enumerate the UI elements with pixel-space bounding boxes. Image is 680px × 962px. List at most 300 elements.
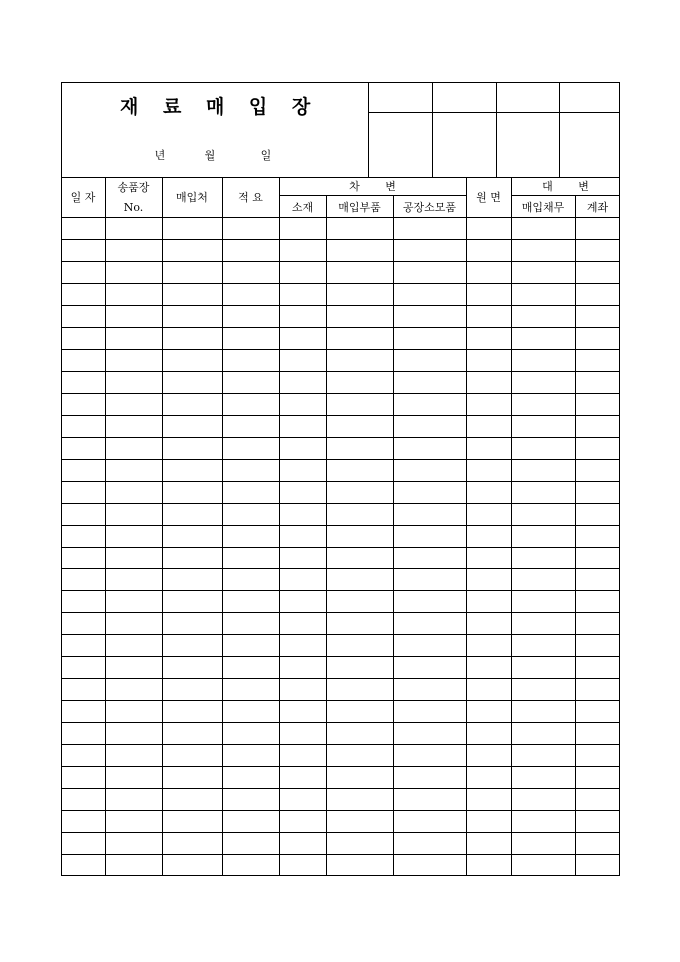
- table-cell[interactable]: [576, 350, 620, 371]
- table-cell[interactable]: [576, 306, 620, 327]
- table-cell[interactable]: [223, 328, 279, 349]
- table-cell[interactable]: [163, 613, 222, 634]
- table-cell[interactable]: [512, 394, 575, 415]
- table-cell[interactable]: [394, 569, 466, 590]
- table-cell[interactable]: [394, 482, 466, 503]
- table-cell[interactable]: [512, 416, 575, 437]
- table-cell[interactable]: [394, 262, 466, 283]
- approval-box[interactable]: [369, 113, 432, 177]
- table-cell[interactable]: [223, 218, 279, 239]
- table-cell[interactable]: [327, 723, 393, 744]
- table-cell[interactable]: [327, 745, 393, 766]
- table-cell[interactable]: [576, 416, 620, 437]
- table-cell[interactable]: [280, 526, 326, 547]
- table-cell[interactable]: [467, 591, 511, 612]
- table-cell[interactable]: [467, 657, 511, 678]
- table-cell[interactable]: [163, 811, 222, 832]
- table-cell[interactable]: [576, 811, 620, 832]
- table-cell[interactable]: [467, 723, 511, 744]
- table-cell[interactable]: [467, 460, 511, 481]
- table-cell[interactable]: [163, 372, 222, 393]
- table-cell[interactable]: [280, 613, 326, 634]
- table-cell[interactable]: [467, 679, 511, 700]
- table-cell[interactable]: [394, 306, 466, 327]
- table-cell[interactable]: [512, 306, 575, 327]
- table-cell[interactable]: [576, 284, 620, 305]
- table-cell[interactable]: [280, 548, 326, 569]
- table-cell[interactable]: [327, 240, 393, 261]
- table-cell[interactable]: [106, 745, 162, 766]
- table-cell[interactable]: [163, 218, 222, 239]
- table-cell[interactable]: [223, 635, 279, 656]
- table-cell[interactable]: [512, 504, 575, 525]
- table-cell[interactable]: [223, 657, 279, 678]
- table-cell[interactable]: [394, 372, 466, 393]
- table-cell[interactable]: [223, 833, 279, 854]
- table-cell[interactable]: [394, 833, 466, 854]
- table-cell[interactable]: [467, 526, 511, 547]
- table-cell[interactable]: [163, 240, 222, 261]
- table-cell[interactable]: [62, 613, 105, 634]
- table-cell[interactable]: [394, 284, 466, 305]
- table-cell[interactable]: [512, 372, 575, 393]
- table-cell[interactable]: [223, 526, 279, 547]
- table-cell[interactable]: [576, 657, 620, 678]
- table-cell[interactable]: [163, 569, 222, 590]
- table-cell[interactable]: [163, 657, 222, 678]
- table-cell[interactable]: [106, 240, 162, 261]
- table-cell[interactable]: [394, 240, 466, 261]
- table-cell[interactable]: [576, 262, 620, 283]
- table-cell[interactable]: [394, 504, 466, 525]
- table-cell[interactable]: [106, 657, 162, 678]
- table-cell[interactable]: [163, 438, 222, 459]
- table-cell[interactable]: [467, 811, 511, 832]
- table-cell[interactable]: [163, 262, 222, 283]
- table-cell[interactable]: [106, 482, 162, 503]
- table-cell[interactable]: [62, 328, 105, 349]
- table-cell[interactable]: [394, 789, 466, 810]
- table-cell[interactable]: [106, 328, 162, 349]
- table-cell[interactable]: [394, 657, 466, 678]
- table-cell[interactable]: [467, 701, 511, 722]
- table-cell[interactable]: [163, 526, 222, 547]
- table-cell[interactable]: [106, 767, 162, 788]
- table-cell[interactable]: [280, 679, 326, 700]
- table-cell[interactable]: [280, 438, 326, 459]
- table-cell[interactable]: [327, 635, 393, 656]
- table-cell[interactable]: [163, 679, 222, 700]
- table-cell[interactable]: [163, 855, 222, 876]
- table-cell[interactable]: [223, 745, 279, 766]
- table-cell[interactable]: [512, 328, 575, 349]
- table-cell[interactable]: [163, 591, 222, 612]
- approval-box[interactable]: [433, 113, 496, 177]
- table-cell[interactable]: [467, 833, 511, 854]
- table-cell[interactable]: [394, 350, 466, 371]
- table-cell[interactable]: [280, 723, 326, 744]
- table-cell[interactable]: [223, 701, 279, 722]
- table-cell[interactable]: [467, 745, 511, 766]
- table-cell[interactable]: [163, 635, 222, 656]
- table-cell[interactable]: [467, 635, 511, 656]
- table-cell[interactable]: [327, 328, 393, 349]
- table-cell[interactable]: [512, 789, 575, 810]
- table-cell[interactable]: [62, 723, 105, 744]
- table-cell[interactable]: [106, 504, 162, 525]
- table-cell[interactable]: [467, 240, 511, 261]
- table-cell[interactable]: [223, 591, 279, 612]
- table-cell[interactable]: [512, 350, 575, 371]
- table-cell[interactable]: [62, 635, 105, 656]
- table-cell[interactable]: [163, 350, 222, 371]
- table-cell[interactable]: [163, 833, 222, 854]
- table-cell[interactable]: [223, 811, 279, 832]
- table-cell[interactable]: [394, 635, 466, 656]
- table-cell[interactable]: [327, 855, 393, 876]
- table-cell[interactable]: [512, 811, 575, 832]
- table-cell[interactable]: [576, 526, 620, 547]
- table-cell[interactable]: [512, 701, 575, 722]
- table-cell[interactable]: [576, 460, 620, 481]
- table-cell[interactable]: [223, 482, 279, 503]
- table-cell[interactable]: [394, 679, 466, 700]
- table-cell[interactable]: [62, 284, 105, 305]
- table-cell[interactable]: [223, 350, 279, 371]
- table-cell[interactable]: [163, 789, 222, 810]
- table-cell[interactable]: [163, 416, 222, 437]
- table-cell[interactable]: [62, 416, 105, 437]
- table-cell[interactable]: [576, 679, 620, 700]
- table-cell[interactable]: [106, 679, 162, 700]
- table-cell[interactable]: [394, 701, 466, 722]
- table-cell[interactable]: [62, 789, 105, 810]
- table-cell[interactable]: [327, 438, 393, 459]
- table-cell[interactable]: [280, 482, 326, 503]
- table-cell[interactable]: [576, 372, 620, 393]
- table-cell[interactable]: [327, 394, 393, 415]
- table-cell[interactable]: [327, 218, 393, 239]
- table-cell[interactable]: [394, 394, 466, 415]
- table-cell[interactable]: [62, 548, 105, 569]
- table-cell[interactable]: [327, 416, 393, 437]
- table-cell[interactable]: [467, 306, 511, 327]
- table-cell[interactable]: [280, 701, 326, 722]
- table-cell[interactable]: [280, 240, 326, 261]
- table-cell[interactable]: [576, 504, 620, 525]
- table-cell[interactable]: [280, 372, 326, 393]
- table-cell[interactable]: [280, 767, 326, 788]
- table-cell[interactable]: [62, 482, 105, 503]
- table-cell[interactable]: [576, 701, 620, 722]
- table-cell[interactable]: [467, 504, 511, 525]
- table-cell[interactable]: [62, 811, 105, 832]
- table-cell[interactable]: [280, 569, 326, 590]
- table-cell[interactable]: [280, 635, 326, 656]
- table-cell[interactable]: [280, 218, 326, 239]
- table-cell[interactable]: [223, 613, 279, 634]
- table-cell[interactable]: [106, 855, 162, 876]
- table-cell[interactable]: [467, 613, 511, 634]
- table-cell[interactable]: [512, 438, 575, 459]
- table-cell[interactable]: [163, 723, 222, 744]
- table-cell[interactable]: [280, 504, 326, 525]
- table-cell[interactable]: [467, 416, 511, 437]
- table-cell[interactable]: [223, 679, 279, 700]
- table-cell[interactable]: [327, 657, 393, 678]
- table-cell[interactable]: [163, 482, 222, 503]
- table-cell[interactable]: [62, 350, 105, 371]
- table-cell[interactable]: [394, 460, 466, 481]
- table-cell[interactable]: [327, 548, 393, 569]
- table-cell[interactable]: [62, 745, 105, 766]
- table-cell[interactable]: [327, 701, 393, 722]
- table-cell[interactable]: [394, 416, 466, 437]
- table-cell[interactable]: [576, 394, 620, 415]
- table-cell[interactable]: [280, 855, 326, 876]
- table-cell[interactable]: [106, 569, 162, 590]
- table-cell[interactable]: [163, 701, 222, 722]
- table-cell[interactable]: [223, 789, 279, 810]
- table-cell[interactable]: [223, 767, 279, 788]
- table-cell[interactable]: [106, 372, 162, 393]
- table-cell[interactable]: [223, 569, 279, 590]
- table-cell[interactable]: [327, 613, 393, 634]
- table-cell[interactable]: [280, 328, 326, 349]
- table-cell[interactable]: [280, 306, 326, 327]
- table-cell[interactable]: [394, 745, 466, 766]
- table-cell[interactable]: [394, 438, 466, 459]
- table-cell[interactable]: [163, 306, 222, 327]
- table-cell[interactable]: [394, 328, 466, 349]
- table-cell[interactable]: [280, 460, 326, 481]
- table-cell[interactable]: [106, 635, 162, 656]
- table-cell[interactable]: [280, 745, 326, 766]
- table-cell[interactable]: [327, 811, 393, 832]
- table-cell[interactable]: [62, 438, 105, 459]
- table-cell[interactable]: [512, 657, 575, 678]
- table-cell[interactable]: [467, 438, 511, 459]
- table-cell[interactable]: [62, 701, 105, 722]
- table-cell[interactable]: [327, 482, 393, 503]
- table-cell[interactable]: [467, 548, 511, 569]
- table-cell[interactable]: [512, 460, 575, 481]
- table-cell[interactable]: [106, 811, 162, 832]
- table-cell[interactable]: [280, 657, 326, 678]
- table-cell[interactable]: [576, 482, 620, 503]
- table-cell[interactable]: [467, 328, 511, 349]
- table-cell[interactable]: [576, 789, 620, 810]
- table-cell[interactable]: [62, 833, 105, 854]
- table-cell[interactable]: [106, 460, 162, 481]
- table-cell[interactable]: [512, 591, 575, 612]
- table-cell[interactable]: [467, 767, 511, 788]
- table-cell[interactable]: [467, 350, 511, 371]
- table-cell[interactable]: [223, 394, 279, 415]
- table-cell[interactable]: [163, 394, 222, 415]
- table-cell[interactable]: [106, 789, 162, 810]
- table-cell[interactable]: [280, 394, 326, 415]
- table-cell[interactable]: [106, 218, 162, 239]
- table-cell[interactable]: [106, 284, 162, 305]
- table-cell[interactable]: [62, 394, 105, 415]
- table-cell[interactable]: [280, 811, 326, 832]
- table-cell[interactable]: [327, 460, 393, 481]
- table-cell[interactable]: [576, 635, 620, 656]
- table-cell[interactable]: [223, 723, 279, 744]
- table-cell[interactable]: [106, 262, 162, 283]
- table-cell[interactable]: [576, 548, 620, 569]
- table-cell[interactable]: [106, 416, 162, 437]
- table-cell[interactable]: [327, 306, 393, 327]
- table-cell[interactable]: [62, 372, 105, 393]
- table-cell[interactable]: [327, 504, 393, 525]
- table-cell[interactable]: [327, 262, 393, 283]
- table-cell[interactable]: [467, 569, 511, 590]
- table-cell[interactable]: [512, 745, 575, 766]
- table-cell[interactable]: [512, 855, 575, 876]
- table-cell[interactable]: [223, 416, 279, 437]
- table-cell[interactable]: [62, 504, 105, 525]
- table-cell[interactable]: [106, 526, 162, 547]
- table-cell[interactable]: [280, 789, 326, 810]
- table-cell[interactable]: [62, 306, 105, 327]
- table-cell[interactable]: [106, 306, 162, 327]
- table-cell[interactable]: [62, 679, 105, 700]
- table-cell[interactable]: [467, 284, 511, 305]
- table-cell[interactable]: [576, 328, 620, 349]
- table-cell[interactable]: [394, 591, 466, 612]
- table-cell[interactable]: [394, 767, 466, 788]
- table-cell[interactable]: [467, 482, 511, 503]
- table-cell[interactable]: [394, 855, 466, 876]
- table-cell[interactable]: [327, 569, 393, 590]
- table-cell[interactable]: [62, 262, 105, 283]
- table-cell[interactable]: [223, 548, 279, 569]
- table-cell[interactable]: [512, 679, 575, 700]
- table-cell[interactable]: [512, 723, 575, 744]
- table-cell[interactable]: [576, 833, 620, 854]
- table-cell[interactable]: [62, 218, 105, 239]
- table-cell[interactable]: [62, 569, 105, 590]
- table-cell[interactable]: [512, 635, 575, 656]
- table-cell[interactable]: [163, 284, 222, 305]
- table-cell[interactable]: [512, 240, 575, 261]
- table-cell[interactable]: [576, 569, 620, 590]
- table-cell[interactable]: [467, 789, 511, 810]
- table-cell[interactable]: [106, 350, 162, 371]
- table-cell[interactable]: [223, 460, 279, 481]
- table-cell[interactable]: [327, 350, 393, 371]
- table-cell[interactable]: [62, 240, 105, 261]
- table-cell[interactable]: [327, 526, 393, 547]
- table-cell[interactable]: [327, 679, 393, 700]
- table-cell[interactable]: [280, 262, 326, 283]
- table-cell[interactable]: [512, 284, 575, 305]
- table-cell[interactable]: [576, 745, 620, 766]
- table-cell[interactable]: [467, 855, 511, 876]
- table-cell[interactable]: [327, 284, 393, 305]
- table-cell[interactable]: [62, 767, 105, 788]
- table-cell[interactable]: [223, 855, 279, 876]
- approval-box[interactable]: [497, 113, 559, 177]
- table-cell[interactable]: [327, 372, 393, 393]
- table-cell[interactable]: [576, 438, 620, 459]
- table-cell[interactable]: [163, 460, 222, 481]
- table-cell[interactable]: [163, 548, 222, 569]
- table-cell[interactable]: [223, 504, 279, 525]
- table-cell[interactable]: [327, 833, 393, 854]
- table-cell[interactable]: [467, 394, 511, 415]
- table-cell[interactable]: [163, 504, 222, 525]
- table-cell[interactable]: [512, 262, 575, 283]
- table-cell[interactable]: [512, 548, 575, 569]
- table-cell[interactable]: [223, 284, 279, 305]
- table-cell[interactable]: [106, 438, 162, 459]
- table-cell[interactable]: [62, 460, 105, 481]
- table-cell[interactable]: [576, 613, 620, 634]
- table-cell[interactable]: [223, 372, 279, 393]
- table-cell[interactable]: [512, 569, 575, 590]
- table-cell[interactable]: [467, 372, 511, 393]
- table-cell[interactable]: [394, 723, 466, 744]
- table-cell[interactable]: [62, 855, 105, 876]
- table-cell[interactable]: [394, 548, 466, 569]
- table-cell[interactable]: [106, 723, 162, 744]
- table-cell[interactable]: [106, 833, 162, 854]
- table-cell[interactable]: [106, 591, 162, 612]
- table-cell[interactable]: [327, 767, 393, 788]
- table-cell[interactable]: [280, 416, 326, 437]
- table-cell[interactable]: [394, 811, 466, 832]
- table-cell[interactable]: [467, 218, 511, 239]
- table-cell[interactable]: [394, 526, 466, 547]
- table-cell[interactable]: [280, 284, 326, 305]
- table-cell[interactable]: [512, 767, 575, 788]
- table-cell[interactable]: [467, 262, 511, 283]
- table-cell[interactable]: [106, 613, 162, 634]
- table-cell[interactable]: [512, 482, 575, 503]
- table-cell[interactable]: [512, 218, 575, 239]
- approval-box[interactable]: [560, 113, 619, 177]
- table-cell[interactable]: [163, 328, 222, 349]
- table-cell[interactable]: [512, 833, 575, 854]
- table-cell[interactable]: [512, 613, 575, 634]
- table-cell[interactable]: [394, 613, 466, 634]
- table-cell[interactable]: [223, 306, 279, 327]
- table-cell[interactable]: [223, 262, 279, 283]
- table-cell[interactable]: [576, 767, 620, 788]
- table-cell[interactable]: [106, 548, 162, 569]
- table-cell[interactable]: [62, 657, 105, 678]
- table-cell[interactable]: [327, 789, 393, 810]
- table-cell[interactable]: [62, 591, 105, 612]
- table-cell[interactable]: [576, 591, 620, 612]
- table-cell[interactable]: [576, 240, 620, 261]
- table-cell[interactable]: [223, 438, 279, 459]
- table-cell[interactable]: [223, 240, 279, 261]
- table-cell[interactable]: [62, 526, 105, 547]
- table-cell[interactable]: [280, 591, 326, 612]
- table-cell[interactable]: [163, 745, 222, 766]
- table-cell[interactable]: [576, 723, 620, 744]
- table-cell[interactable]: [512, 526, 575, 547]
- table-cell[interactable]: [576, 218, 620, 239]
- table-cell[interactable]: [280, 350, 326, 371]
- table-cell[interactable]: [106, 394, 162, 415]
- table-cell[interactable]: [394, 218, 466, 239]
- table-cell[interactable]: [576, 855, 620, 876]
